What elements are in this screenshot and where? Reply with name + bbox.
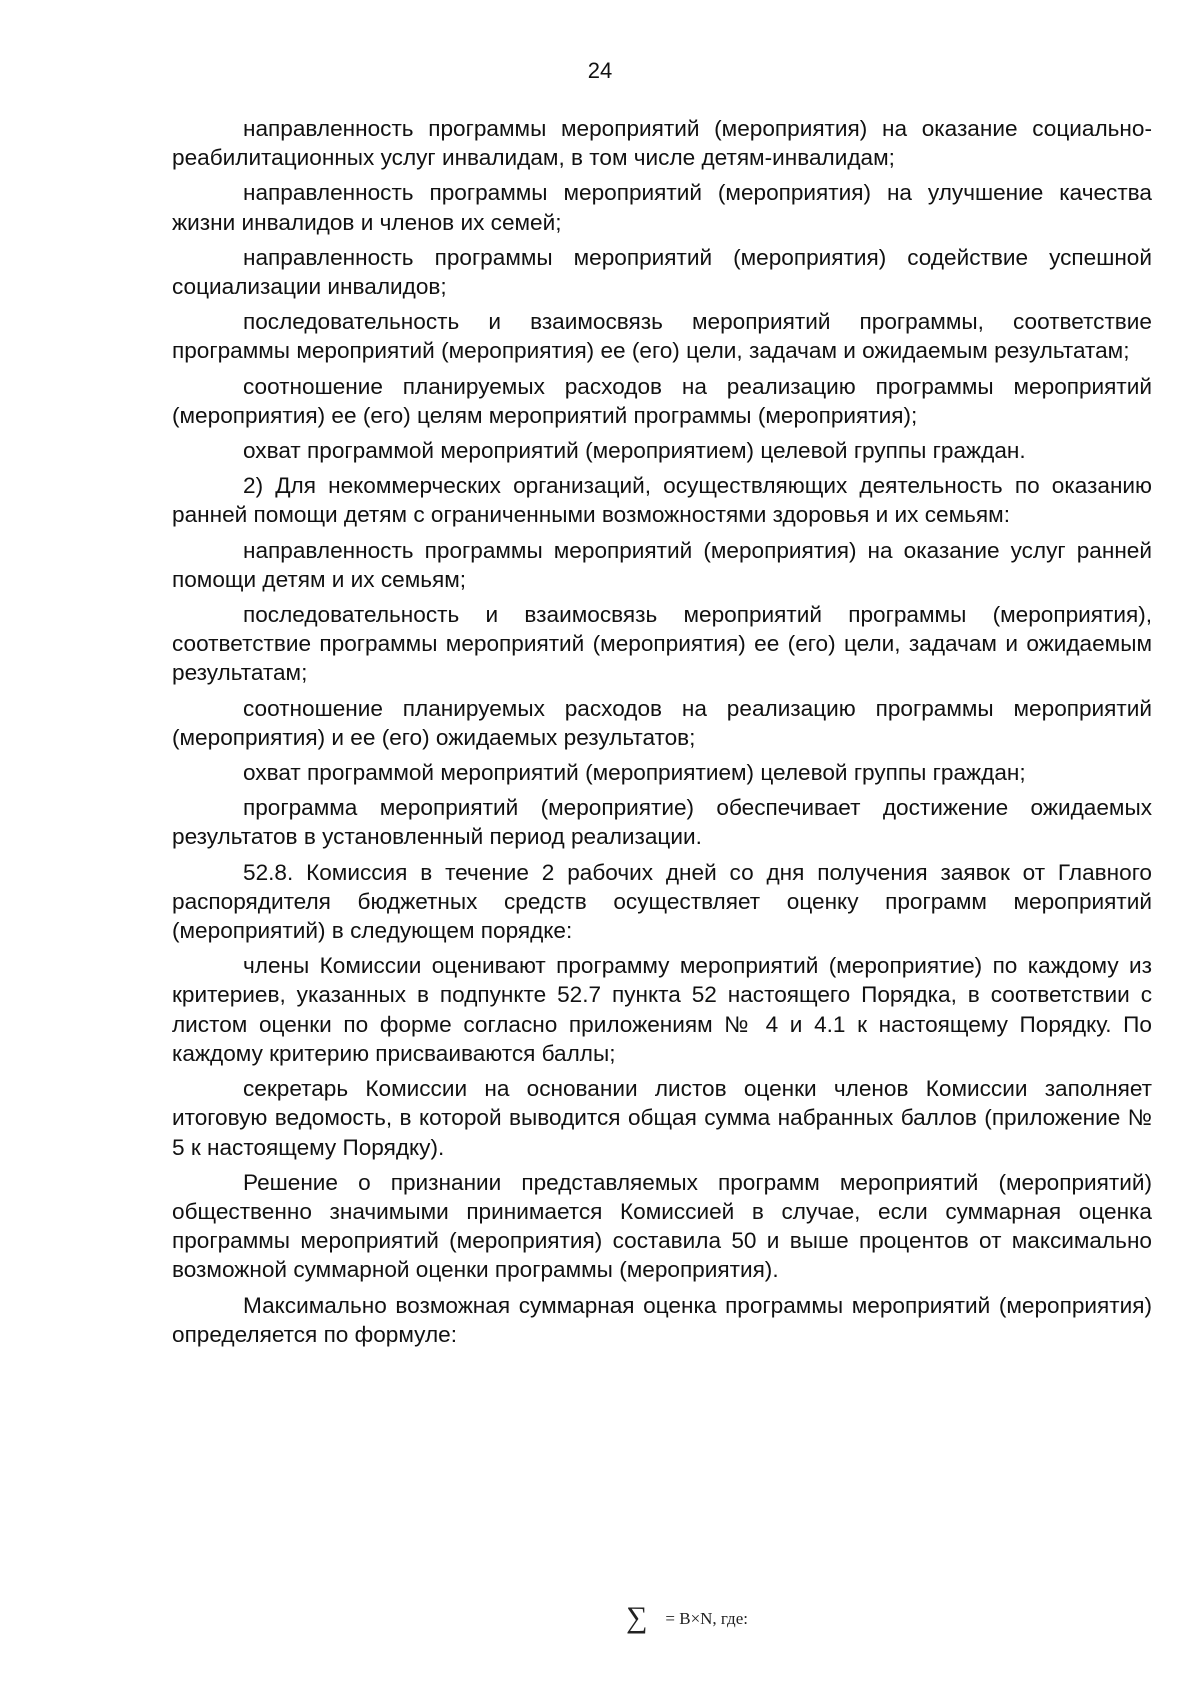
formula-expression: = B×N, где: (665, 1609, 748, 1628)
paragraph: направленность программы мероприятий (мероприятия) на улучшение качества жизни инвалидов и членов их семей; (172, 180, 1152, 235)
paragraph: секретарь Комиссии на основании листов оценки членов Комиссии заполняет итоговую ведомость, в которой выводится общая сумма набранных баллов (приложение № 5 к настоящему Порядку). (172, 1076, 1152, 1160)
paragraph: Максимально возможная суммарная оценка программы мероприятий (мероприятия) определяется по формуле: (172, 1292, 1152, 1347)
paragraph: соотношение планируемых расходов на реализацию программы мероприятий (мероприятия) и ее (его) ожидаемых результатов; (172, 695, 1152, 750)
paragraph: направленность программы мероприятий (мероприятия) содействие успешной социализации инвалидов; (172, 244, 1152, 300)
sum-symbol: ∑ (626, 1601, 648, 1634)
paragraph: Решение о признании представляемых программ мероприятий (мероприятий) общественно значимыми принимается Комиссией в случае, если суммарная оценка программы мероприятий (мероприятия) составила 50 и выше процентов от максимально возможной суммарной оценки программы (мероприятия). (172, 1169, 1152, 1283)
paragraph: программа мероприятий (мероприятие) обеспечивает достижение ожидаемых результатов в установленный период реализации. (172, 795, 1152, 850)
document-body (172, 114, 1152, 1355)
paragraph: 2) Для некоммерческих организаций, осуществляющих деятельность по оказанию ранней помощи детям с ограниченными возможностями здоровья и их семьям: (172, 473, 1152, 528)
paragraph: последовательность и взаимосвязь мероприятий программы, соответствие программы мероприятий (мероприятия) ее (его) цели, задачам и ожидаемым результатам; (172, 309, 1152, 364)
page-number: 24 (587, 58, 613, 83)
paragraph: направленность программы мероприятий (мероприятия) на оказание услуг ранней помощи детям и их семьям; (172, 537, 1152, 592)
paragraph: охват программой мероприятий (мероприятием) целевой группы граждан. (243, 438, 1026, 464)
paragraph: последовательность и взаимосвязь мероприятий программы (мероприятия), соответствие программы мероприятий (мероприятия) ее (его) цели, задачам и ожидаемым результатам; (172, 602, 1152, 686)
paragraph: охват программой мероприятий (мероприятием) целевой группы граждан; (243, 760, 1026, 786)
paragraph: соотношение планируемых расходов на реализацию программы мероприятий (мероприятия) ее (его) целям мероприятий программы (мероприятия); (172, 373, 1152, 428)
paragraph: направленность программы мероприятий (мероприятия) на оказание социально-реабилитационных услуг инвалидам, в том числе детям-инвалидам; (172, 116, 1152, 171)
paragraph: 52.8. Комиссия в течение 2 рабочих дней со дня получения заявок от Главного распорядителя бюджетных средств осуществляет оценку программ мероприятий (мероприятий) в следующем порядке: (172, 859, 1152, 944)
formula (626, 1601, 748, 1634)
paragraph: члены Комиссии оценивают программу мероприятий (мероприятие) по каждому из критериев, указанных в подпункте 52.7 пункта 52 настоящего Порядка, в соответствии с листом оценки по форме согласно приложениям № 4 и 4.1 к настоящему Порядку. По каждому критерию присваиваются баллы; (172, 953, 1152, 1066)
